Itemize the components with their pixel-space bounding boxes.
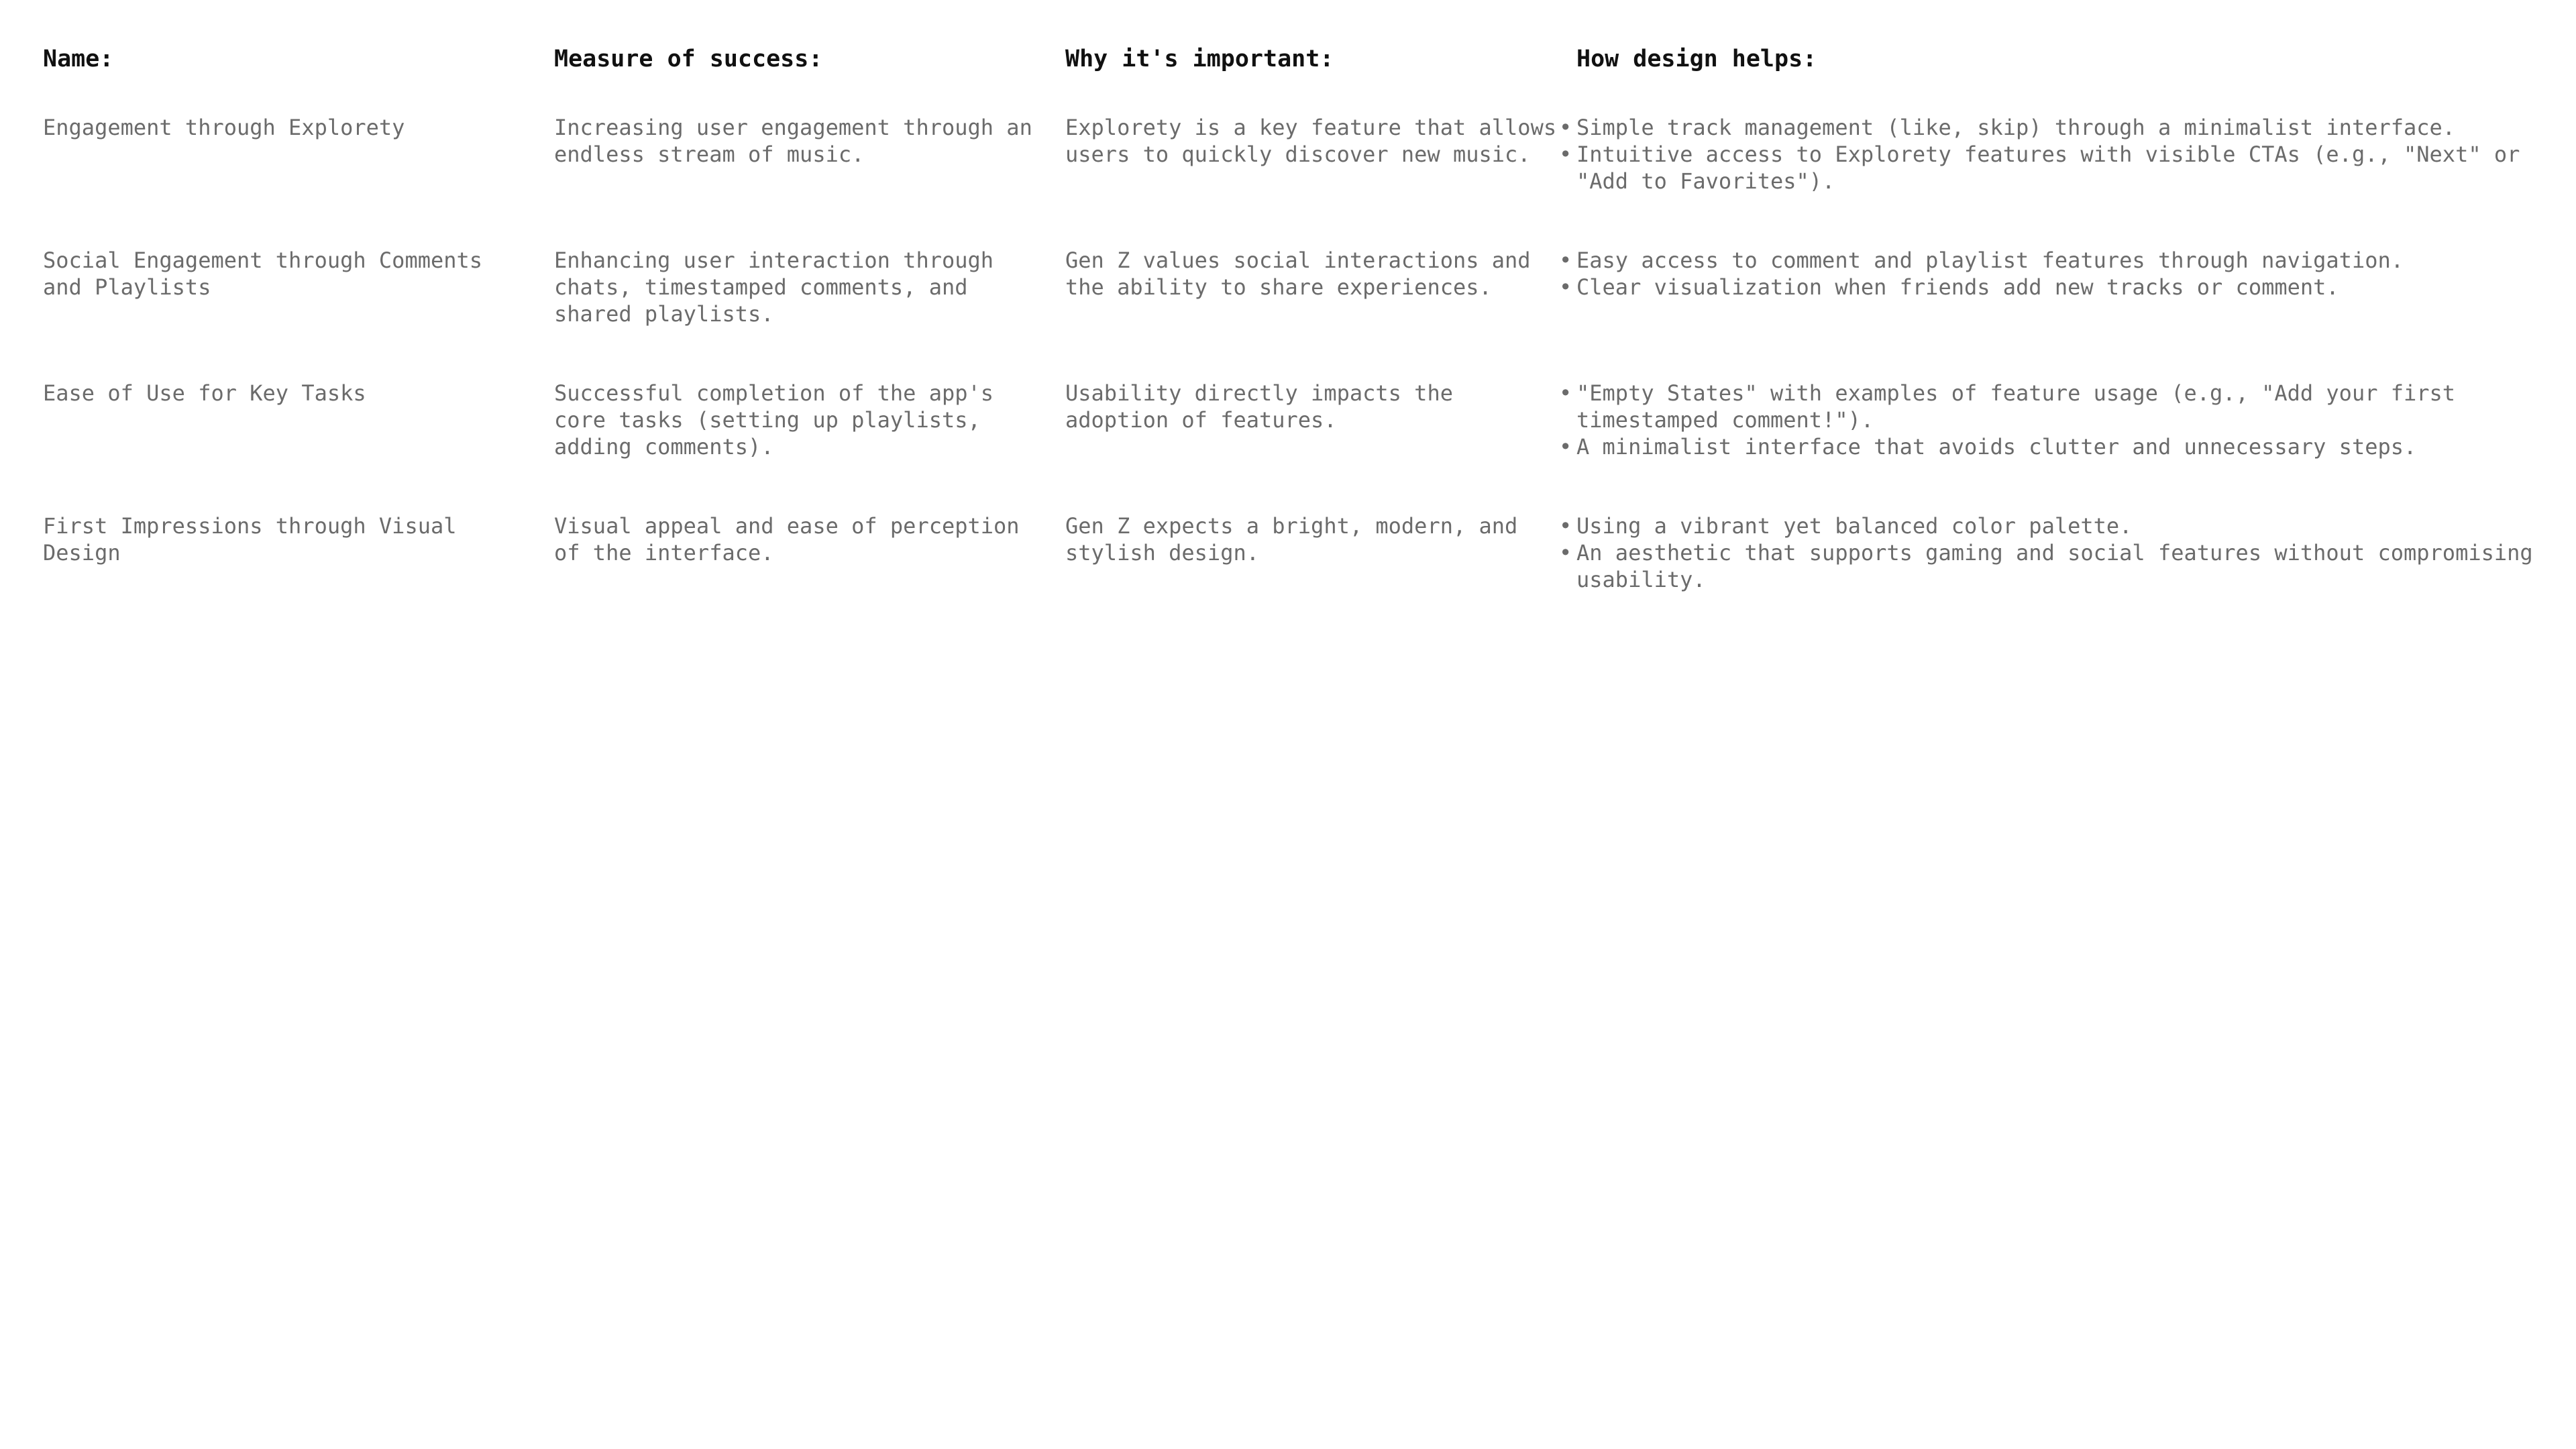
row-name: First Impressions through Visual Design [43, 513, 457, 566]
row-why: Usability directly impacts the adoption of features. [1065, 380, 1453, 433]
bullet-icon: • [1559, 434, 1572, 460]
row-why: Gen Z values social interactions and the ability to share experiences. [1065, 248, 1531, 300]
list-item [1559, 433, 2536, 460]
list-item-text: Easy access to comment and playlist features through navigation. [1576, 248, 2404, 273]
list-item [1559, 513, 2536, 539]
row-how [1559, 247, 2552, 372]
list-item-text: "Empty States" with examples of feature usage (e.g., "Add your first timestamped comment!"). [1576, 380, 2456, 433]
table-row [43, 106, 2552, 239]
header-why-important: Why it's important: [1065, 46, 1334, 72]
list-item [1559, 141, 2536, 195]
how-list [1559, 114, 2536, 195]
list-item [1559, 274, 2536, 301]
how-list [1559, 380, 2536, 460]
list-item-text: Using a vibrant yet balanced color palette. [1576, 513, 2133, 539]
list-item-text: Clear visualization when friends add new tracks or comment. [1576, 274, 2339, 300]
success-metrics-table [43, 43, 2552, 593]
row-why: Gen Z expects a bright, modern, and stylish design. [1065, 513, 1518, 566]
bullet-icon: • [1559, 142, 1572, 167]
table-row [43, 372, 2552, 504]
row-how [1559, 380, 2552, 504]
table-header-row [43, 43, 2552, 106]
header-measure-of-success: Measure of success: [554, 46, 823, 72]
how-list [1559, 513, 2536, 593]
list-item-text: A minimalist interface that avoids clutter and unnecessary steps. [1576, 434, 2417, 460]
header-how-design-helps: How design helps: [1576, 46, 1817, 72]
bullet-icon: • [1559, 274, 1572, 300]
row-measure: Visual appeal and ease of perception of the interface. [554, 513, 1020, 566]
row-measure: Enhancing user interaction through chats, timestamped comments, and shared playlists. [554, 248, 994, 327]
list-item [1559, 539, 2536, 593]
table-row [43, 504, 2552, 593]
row-measure: Successful completion of the app's core tasks (setting up playlists, adding comments). [554, 380, 994, 460]
bullet-icon: • [1559, 540, 1572, 566]
bullet-icon: • [1559, 248, 1572, 273]
row-how [1559, 513, 2552, 593]
bullet-icon: • [1559, 115, 1572, 140]
bullet-icon: • [1559, 380, 1572, 406]
list-item-text: Simple track management (like, skip) through a minimalist interface. [1576, 115, 2456, 140]
row-name: Ease of Use for Key Tasks [43, 380, 366, 406]
list-item [1559, 247, 2536, 274]
row-how [1559, 114, 2552, 239]
row-measure: Increasing user engagement through an endless stream of music. [554, 115, 1032, 167]
table-row [43, 239, 2552, 372]
list-item [1559, 380, 2536, 433]
row-name: Engagement through Explorety [43, 115, 405, 140]
row-why: Explorety is a key feature that allows users to quickly discover new music. [1065, 115, 1557, 167]
list-item [1559, 114, 2536, 141]
bullet-icon: • [1559, 513, 1572, 539]
header-name: Name: [43, 46, 114, 72]
list-item-text: Intuitive access to Explorety features with visible CTAs (e.g., "Next" or "Add to Favorites"). [1576, 142, 2520, 194]
how-list [1559, 247, 2536, 301]
row-name: Social Engagement through Comments and Playlists [43, 248, 483, 300]
list-item-text: An aesthetic that supports gaming and social features without compromising usability. [1576, 540, 2533, 592]
